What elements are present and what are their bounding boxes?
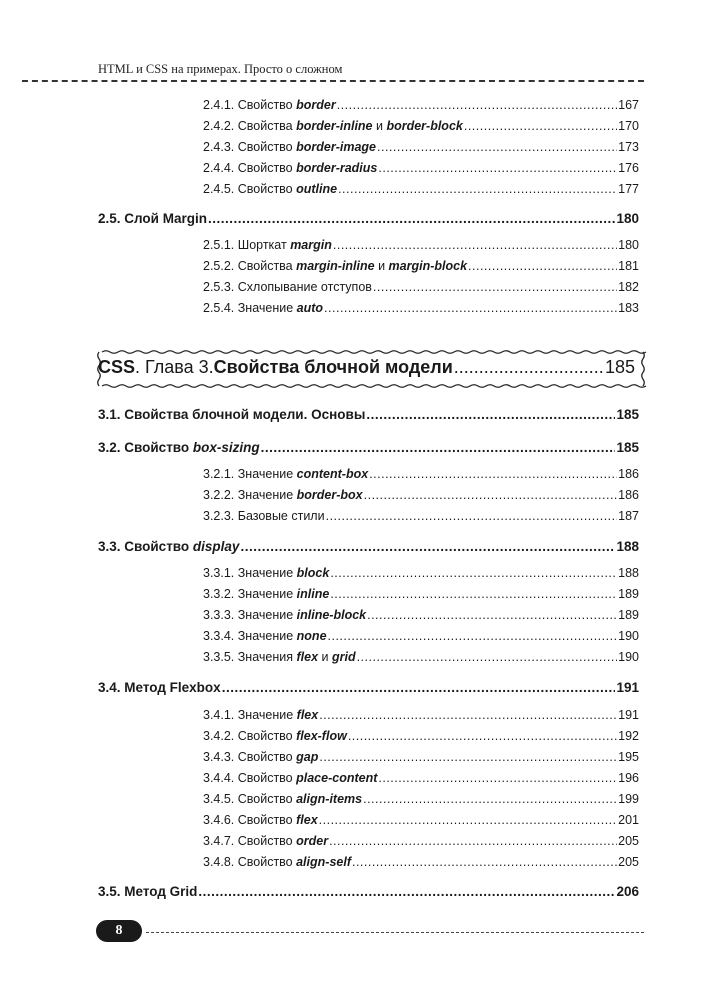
- entry-keyword: align-self: [296, 855, 351, 869]
- toc-subsection-entry[interactable]: [203, 280, 639, 298]
- entry-keyword: flex: [296, 813, 318, 827]
- entry-text: и: [318, 650, 332, 664]
- entry-page-number: 206: [616, 884, 639, 899]
- entry-text: 3.4.8. Свойство: [203, 855, 297, 869]
- entry-page-number: 189: [618, 608, 639, 622]
- entry-keyword: outline: [296, 182, 338, 196]
- entry-page-number: 188: [618, 566, 639, 580]
- toc-subsection-entry[interactable]: [203, 771, 639, 789]
- entry-keyword: block: [296, 566, 330, 580]
- entry-page-number: 173: [618, 140, 639, 154]
- entry-page-number: 170: [618, 119, 639, 133]
- entry-page-number: 176: [618, 161, 639, 175]
- entry-text: 3.3.4. Значение: [203, 629, 297, 643]
- entry-keyword: flex-flow: [296, 729, 347, 743]
- entry-page-number: 196: [618, 771, 639, 785]
- entry-text: 3.2. Свойство: [98, 440, 193, 455]
- entry-title: [203, 708, 318, 722]
- chapter-title: Свойства блочной модели: [213, 357, 453, 377]
- entry-text: 3.4.5. Свойство: [203, 792, 297, 806]
- chapter-page-number: 185: [604, 357, 635, 377]
- entry-page-number: 190: [618, 629, 639, 643]
- entry-title: [203, 771, 377, 785]
- toc-subsection-entry[interactable]: [203, 792, 639, 810]
- entry-page-number: 195: [618, 750, 639, 764]
- entry-text: 3.5. Метод Grid: [98, 884, 198, 899]
- entry-text: 2.5.1. Шорткат: [203, 238, 291, 252]
- entry-title: [203, 488, 363, 502]
- toc-subsection-entry[interactable]: [203, 834, 639, 852]
- toc-section-entry[interactable]: [98, 539, 639, 559]
- leader-dots: [369, 467, 617, 481]
- entry-keyword: margin-inline: [296, 259, 375, 273]
- entry-keyword: margin-block: [388, 259, 468, 273]
- toc-chapter-entry[interactable]: [98, 357, 635, 383]
- entry-text: 3.4.2. Свойство: [203, 729, 297, 743]
- entry-keyword: place-content: [296, 771, 378, 785]
- entry-title: [203, 140, 376, 154]
- toc-section-entry[interactable]: [98, 407, 639, 427]
- toc-subsection-entry[interactable]: [203, 650, 639, 668]
- leader-dots: [222, 680, 616, 695]
- leader-dots: [464, 119, 617, 133]
- entry-text: 3.2.2. Значение: [203, 488, 297, 502]
- entry-page-number: 181: [618, 259, 639, 273]
- leader-dots: [352, 855, 617, 869]
- leader-dots: [337, 98, 617, 112]
- entry-page-number: 187: [618, 509, 639, 523]
- leader-dots: [330, 587, 617, 601]
- entry-page-number: 192: [618, 729, 639, 743]
- entry-title: [203, 566, 329, 580]
- entry-keyword: border-inline: [296, 119, 373, 133]
- leader-dots: [367, 608, 617, 622]
- leader-dots: [366, 407, 615, 422]
- entry-title: [203, 729, 347, 743]
- leader-dots: [324, 301, 617, 315]
- entry-page-number: 188: [616, 539, 639, 554]
- entry-page-number: 199: [618, 792, 639, 806]
- leader-dots: [198, 884, 615, 899]
- entry-text: 3.4.6. Свойство: [203, 813, 297, 827]
- toc-subsection-entry[interactable]: [203, 708, 639, 726]
- leader-dots: [333, 238, 617, 252]
- entry-keyword: none: [296, 629, 327, 643]
- entry-keyword: inline: [296, 587, 330, 601]
- chapter-number: . Глава 3.: [135, 357, 214, 377]
- entry-text: 3.3.2. Значение: [203, 587, 297, 601]
- entry-page-number: 183: [618, 301, 639, 315]
- toc-subsection-entry[interactable]: [203, 729, 639, 747]
- entry-text: и: [372, 119, 387, 133]
- entry-keyword: align-items: [296, 792, 363, 806]
- toc-subsection-entry[interactable]: [203, 259, 639, 277]
- leader-dots: [363, 792, 617, 806]
- entry-text: 3.4.7. Свойство: [203, 834, 297, 848]
- entry-keyword: margin: [290, 238, 332, 252]
- entry-text: 2.4.2. Свойства: [203, 119, 297, 133]
- entry-text: 2.5. Слой Margin: [98, 211, 207, 226]
- entry-keyword: gap: [296, 750, 319, 764]
- entry-keyword: border-image: [296, 140, 376, 154]
- entry-page-number: 205: [618, 855, 639, 869]
- entry-keyword: box-sizing: [192, 440, 260, 455]
- leader-dots: [378, 771, 617, 785]
- entry-title: [98, 211, 207, 226]
- entry-title: [203, 280, 372, 294]
- leader-dots: [319, 750, 617, 764]
- entry-keyword: order: [296, 834, 329, 848]
- entry-page-number: 180: [616, 211, 639, 226]
- entry-text: и: [374, 259, 389, 273]
- toc-subsection-entry[interactable]: [203, 238, 639, 256]
- toc-subsection-entry[interactable]: [203, 488, 639, 506]
- entry-text: 3.3.5. Значения: [203, 650, 297, 664]
- entry-keyword: border-box: [296, 488, 363, 502]
- entry-title: [203, 650, 356, 664]
- entry-title: [203, 238, 332, 252]
- header-divider: [22, 80, 644, 82]
- entry-title: [203, 98, 336, 112]
- toc-subsection-entry[interactable]: [203, 587, 639, 605]
- footer-divider: [146, 932, 644, 933]
- entry-page-number: 185: [616, 440, 639, 455]
- entry-page-number: 205: [618, 834, 639, 848]
- chapter-prefix: CSS: [98, 357, 136, 377]
- entry-title: [98, 884, 197, 899]
- entry-page-number: 186: [618, 488, 639, 502]
- entry-title: [203, 119, 463, 133]
- entry-text: 2.5.3. Схлопывание отступов: [203, 280, 372, 294]
- toc-subsection-entry[interactable]: [203, 855, 639, 873]
- toc-subsection-entry[interactable]: [203, 509, 639, 527]
- page-number-badge: 8: [96, 920, 142, 942]
- entry-text: 2.4.3. Свойство: [203, 140, 297, 154]
- entry-page-number: 177: [618, 182, 639, 196]
- entry-text: 3.4.3. Свойство: [203, 750, 297, 764]
- leader-dots: [330, 566, 617, 580]
- leader-dots: [319, 708, 617, 722]
- toc-subsection-entry[interactable]: [203, 140, 639, 158]
- leader-dots: [240, 539, 615, 554]
- leader-dots: [357, 650, 618, 664]
- entry-title: [203, 855, 351, 869]
- entry-title: [98, 440, 260, 455]
- entry-keyword: content-box: [296, 467, 369, 481]
- entry-keyword: border-block: [386, 119, 463, 133]
- entry-title: [203, 834, 328, 848]
- entry-page-number: 185: [616, 407, 639, 422]
- leader-dots: [319, 813, 617, 827]
- entry-text: 3.3. Свойство: [98, 539, 193, 554]
- entry-title: [98, 539, 239, 554]
- entry-text: 2.5.2. Свойства: [203, 259, 297, 273]
- leader-dots: [261, 440, 616, 455]
- entry-title: [203, 813, 318, 827]
- entry-keyword: flex: [296, 708, 319, 722]
- entry-title: [203, 182, 337, 196]
- toc-subsection-entry[interactable]: [203, 608, 639, 626]
- toc-subsection-entry[interactable]: [203, 566, 639, 584]
- toc-subsection-entry[interactable]: [203, 467, 639, 485]
- toc-section-entry[interactable]: [98, 884, 639, 904]
- leader-dots: [329, 834, 617, 848]
- entry-text: 3.1. Свойства блочной модели. Основы: [98, 407, 366, 422]
- entry-keyword: auto: [296, 301, 324, 315]
- leader-dots: [373, 280, 617, 294]
- entry-keyword: grid: [331, 650, 356, 664]
- entry-title: [203, 792, 362, 806]
- leader-dots: [364, 488, 618, 502]
- entry-text: 2.4.4. Свойство: [203, 161, 297, 175]
- entry-text: 3.2.3. Базовые стили: [203, 509, 325, 523]
- entry-text: 3.2.1. Значение: [203, 467, 297, 481]
- toc-subsection-entry[interactable]: [203, 301, 639, 319]
- toc-subsection-entry[interactable]: [203, 629, 639, 647]
- leader-dots: [338, 182, 617, 196]
- leader-dots: [328, 629, 618, 643]
- entry-page-number: 180: [618, 238, 639, 252]
- entry-page-number: 186: [618, 467, 639, 481]
- leader-dots: [348, 729, 617, 743]
- entry-page-number: 167: [618, 98, 639, 112]
- entry-page-number: 182: [618, 280, 639, 294]
- toc-subsection-entry[interactable]: [203, 182, 639, 200]
- entry-text: 3.4.1. Значение: [203, 708, 297, 722]
- entry-page-number: 201: [618, 813, 639, 827]
- entry-title: [203, 629, 327, 643]
- entry-keyword: inline-block: [296, 608, 367, 622]
- entry-page-number: 191: [616, 680, 639, 695]
- entry-page-number: 191: [618, 708, 639, 722]
- entry-text: 2.4.5. Свойство: [203, 182, 297, 196]
- leader-dots: [326, 509, 618, 523]
- entry-title: [203, 301, 323, 315]
- entry-text: 3.4. Метод Flexbox: [98, 680, 221, 695]
- toc-section-entry[interactable]: [98, 440, 639, 460]
- entry-keyword: border-radius: [296, 161, 378, 175]
- entry-title: [98, 407, 365, 422]
- entry-keyword: flex: [296, 650, 319, 664]
- leader-dots: [454, 357, 604, 378]
- entry-keyword: border: [296, 98, 336, 112]
- entry-title: [203, 587, 329, 601]
- entry-title: [98, 680, 221, 695]
- leader-dots: [468, 259, 617, 273]
- toc-subsection-entry[interactable]: [203, 750, 639, 768]
- leader-dots: [208, 211, 616, 226]
- entry-title: [203, 509, 325, 523]
- entry-text: 2.5.4. Значение: [203, 301, 297, 315]
- entry-page-number: 189: [618, 587, 639, 601]
- entry-text: 3.4.4. Свойство: [203, 771, 297, 785]
- leader-dots: [377, 140, 617, 154]
- entry-text: 3.3.1. Значение: [203, 566, 297, 580]
- toc-subsection-entry[interactable]: [203, 813, 639, 831]
- entry-title: [203, 259, 467, 273]
- entry-keyword: display: [192, 539, 240, 554]
- entry-title: [203, 608, 366, 622]
- toc-section-entry[interactable]: [98, 680, 639, 700]
- entry-title: [203, 750, 318, 764]
- entry-page-number: 190: [618, 650, 639, 664]
- toc-subsection-entry[interactable]: [203, 98, 639, 116]
- entry-title: [203, 161, 377, 175]
- running-header: HTML и CSS на примерах. Просто о сложном: [98, 62, 343, 76]
- leader-dots: [378, 161, 617, 175]
- entry-text: 3.3.3. Значение: [203, 608, 297, 622]
- toc-subsection-entry[interactable]: [203, 119, 639, 137]
- toc-section-entry[interactable]: [98, 211, 639, 231]
- toc-subsection-entry[interactable]: [203, 161, 639, 179]
- entry-text: 2.4.1. Свойство: [203, 98, 297, 112]
- entry-title: [203, 467, 368, 481]
